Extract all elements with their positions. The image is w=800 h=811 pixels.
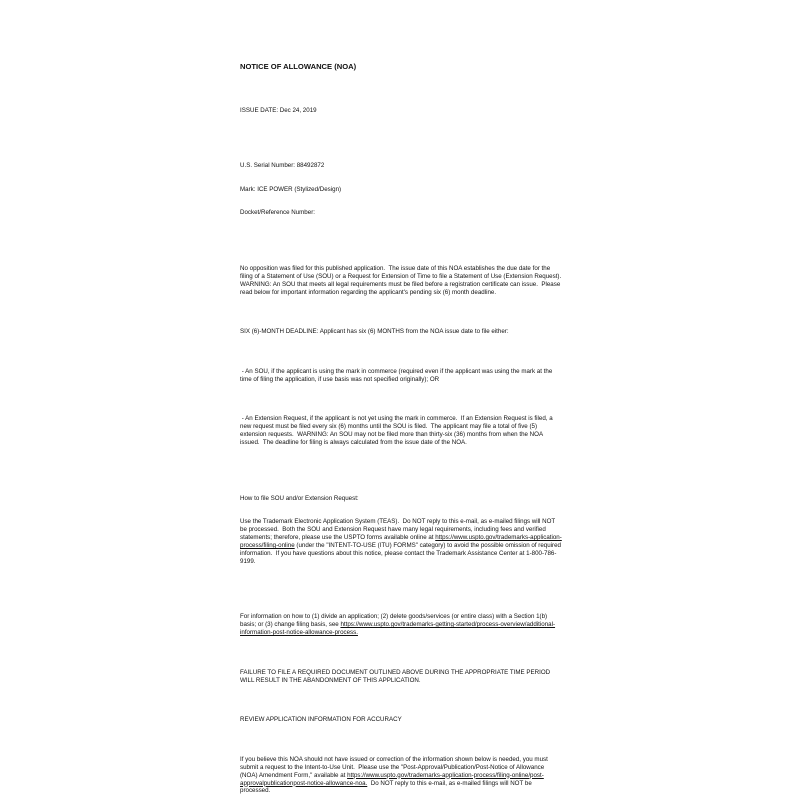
mark-name: Mark: ICE POWER (Stylized/Design) — [240, 185, 342, 193]
review-text-2: Do NOT reply to this e-mail, as e-mailed filings will NOT be processed. — [240, 779, 534, 795]
review-heading: REVIEW APPLICATION INFORMATION FOR ACCURACY — [240, 716, 402, 724]
failure-warning: FAILURE TO FILE A REQUIRED DOCUMENT OUTLINED ABOVE DURING THE APPROPRIATE TIME PERIOD WILL RESULT IN THE ABANDONMENT OF THIS APPLICATION. — [240, 668, 552, 684]
review-text: If you believe this NOA should not have issued or correction of the information shown below is needed, you must submit a request to the Intent-to-Use Unit. Please use the "Post-Approval/Publication/Post-Notice of Allowance (NOA) Amendment Form," available at — [240, 755, 550, 779]
post-allowance-info-link[interactable]: https://www.uspto.gov/trademarks-getting-started/process-overview/additional-information-post-notice-allowance-process. — [240, 621, 556, 636]
extension-option: - An Extension Request, if the applicant is not yet using the mark in commerce. If an Extension Request is filed, a new request must be filed every six (6) months until the SOU is filed. The applicant may file a total of five (5) extension requests. WARNING: An SOU may not be filed more than thirty-six (36) months from when the NOA issued. The deadline for filing is always calculated from the issue date of the NOA. — [240, 415, 555, 447]
deadline-paragraph: SIX (6)-MONTH DEADLINE: Applicant has six (6) MONTHS from the NOA issue date to file either: — [240, 328, 509, 336]
review-paragraph — [240, 756, 562, 796]
document-title: NOTICE OF ALLOWANCE (NOA) — [240, 61, 357, 71]
application-info — [240, 146, 562, 233]
info-text: For information on how to (1) divide an application; (2) delete goods/services (or entire class) with a Section 1(b) basis; or (3) change filing basis, see — [240, 613, 549, 629]
serial-number: U.S. Serial Number: 88492872 — [240, 161, 325, 169]
intro-paragraph: No opposition was filed for this published application. The issue date of this NOA establishes the due date for the filing of a Statement of Use (SOU) or a Request for Extension of Time to file a Statement of Use (Extension Request). WARNING: An SOU that meets all legal requirements must be filed before a registration certificate can issue. Please read below for important information regarding the applicant's pending six (6) month deadline. — [240, 264, 565, 296]
info-paragraph — [240, 613, 562, 637]
howto-heading: How to file SOU and/or Extension Request: — [240, 494, 359, 502]
howto-paragraph — [240, 518, 562, 565]
amendment-form-link[interactable]: https://www.uspto.gov/trademarks-application-process/filing-online/post-approvalpublicationpost-notice-allowance-noa. — [240, 771, 544, 787]
docket-number: Docket/Reference Number: — [240, 209, 315, 217]
filing-online-link[interactable]: https://www.uspto.gov/trademarks-application-process/filing-online — [240, 534, 562, 549]
howto-section — [240, 479, 562, 582]
howto-text: Use the Trademark Electronic Application System (TEAS). Do NOT reply to this e-mail, as e-mailed filings will NOT be processed. Both the SOU and Extension Request have many legal requirements, including fees and verified statements; therefore, please use the USPTO forms available online at — [240, 518, 557, 542]
sou-option: - An SOU, if the applicant is using the mark in commerce (required even if the applicant was using the mark at the time of filing the application, if use basis was not specified originally); OR — [240, 367, 555, 383]
issue-date: ISSUE DATE: Dec 24, 2019 — [240, 106, 317, 114]
howto-text-2: (under the "INTENT-TO-USE (ITU) FORMS" category) to avoid the possible omission of required information. If you have questions about this notice, please contact the Trademark Assistance Center at 1-800-786-9199. — [240, 541, 563, 565]
notice-document — [240, 40, 565, 811]
